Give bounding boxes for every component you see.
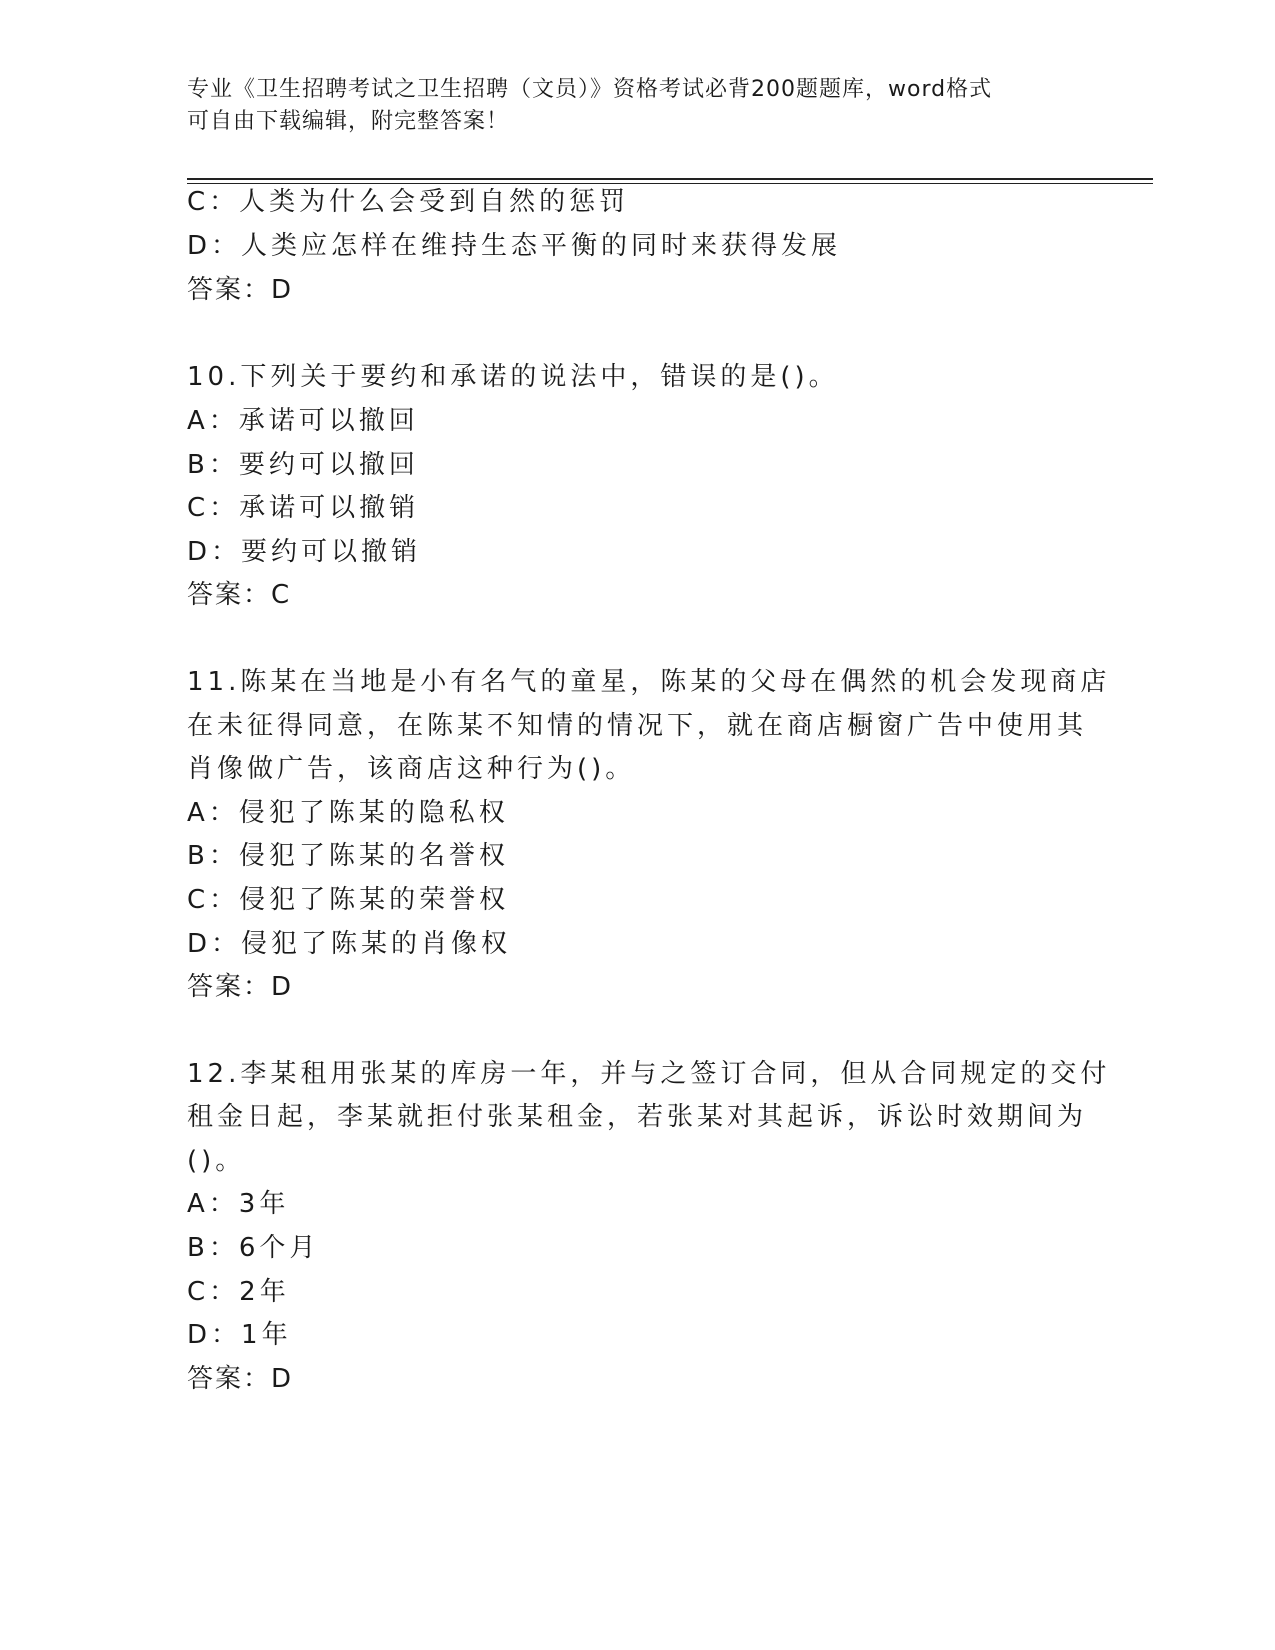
q12-stem-line-2: 租金日起，李某就拒付张某租金，若张某对其起诉，诉讼时效期间为 <box>187 1102 1088 1132</box>
document-header <box>187 74 1087 138</box>
q10-option-b: B：要约可以撤回 <box>187 450 419 480</box>
header-title-line-1: 专业《卫生招聘考试之卫生招聘（文员）》资格考试必背200题题库，word格式 <box>187 77 993 102</box>
header-divider-thin <box>187 183 1153 184</box>
q10-option-a: A：承诺可以撤回 <box>187 406 419 436</box>
q12-option-c: C：2年 <box>187 1277 290 1307</box>
q11-option-d: D：侵犯了陈某的肖像权 <box>187 929 512 959</box>
prev-option-d: D：人类应怎样在维持生态平衡的同时来获得发展 <box>187 231 842 261</box>
q11-stem-line-3: 肖像做广告，该商店这种行为()。 <box>187 754 636 784</box>
header-title-line-2: 可自由下载编辑，附完整答案！ <box>187 109 510 134</box>
q11-option-a: A：侵犯了陈某的隐私权 <box>187 798 509 828</box>
q11-option-b: B：侵犯了陈某的名誉权 <box>187 841 509 871</box>
q12-option-a: A：3年 <box>187 1189 290 1219</box>
q12-stem-line-1: 12.李某租用张某的库房一年，并与之签订合同，但从合同规定的交付 <box>187 1059 1111 1089</box>
q11-option-c: C：侵犯了陈某的荣誉权 <box>187 885 510 915</box>
q11-stem-line-2: 在未征得同意，在陈某不知情的情况下，就在商店橱窗广告中使用其 <box>187 711 1088 741</box>
q10-option-d: D：要约可以撤销 <box>187 537 422 567</box>
prev-answer: 答案：D <box>187 275 294 305</box>
prev-option-c: C：人类为什么会受到自然的惩罚 <box>187 187 630 217</box>
q11-stem-line-1: 11.陈某在当地是小有名气的童星，陈某的父母在偶然的机会发现商店 <box>187 667 1111 697</box>
q11-answer: 答案：D <box>187 972 294 1002</box>
q12-answer: 答案：D <box>187 1364 294 1394</box>
q12-stem-line-3: ()。 <box>187 1146 246 1176</box>
q10-answer: 答案：C <box>187 580 292 610</box>
header-divider-thick <box>187 178 1153 180</box>
q10-option-c: C：承诺可以撤销 <box>187 493 420 523</box>
q10-stem: 10.下列关于要约和承诺的说法中，错误的是()。 <box>187 362 839 392</box>
q12-option-b: B：6个月 <box>187 1233 320 1263</box>
q12-option-d: D：1年 <box>187 1320 292 1350</box>
